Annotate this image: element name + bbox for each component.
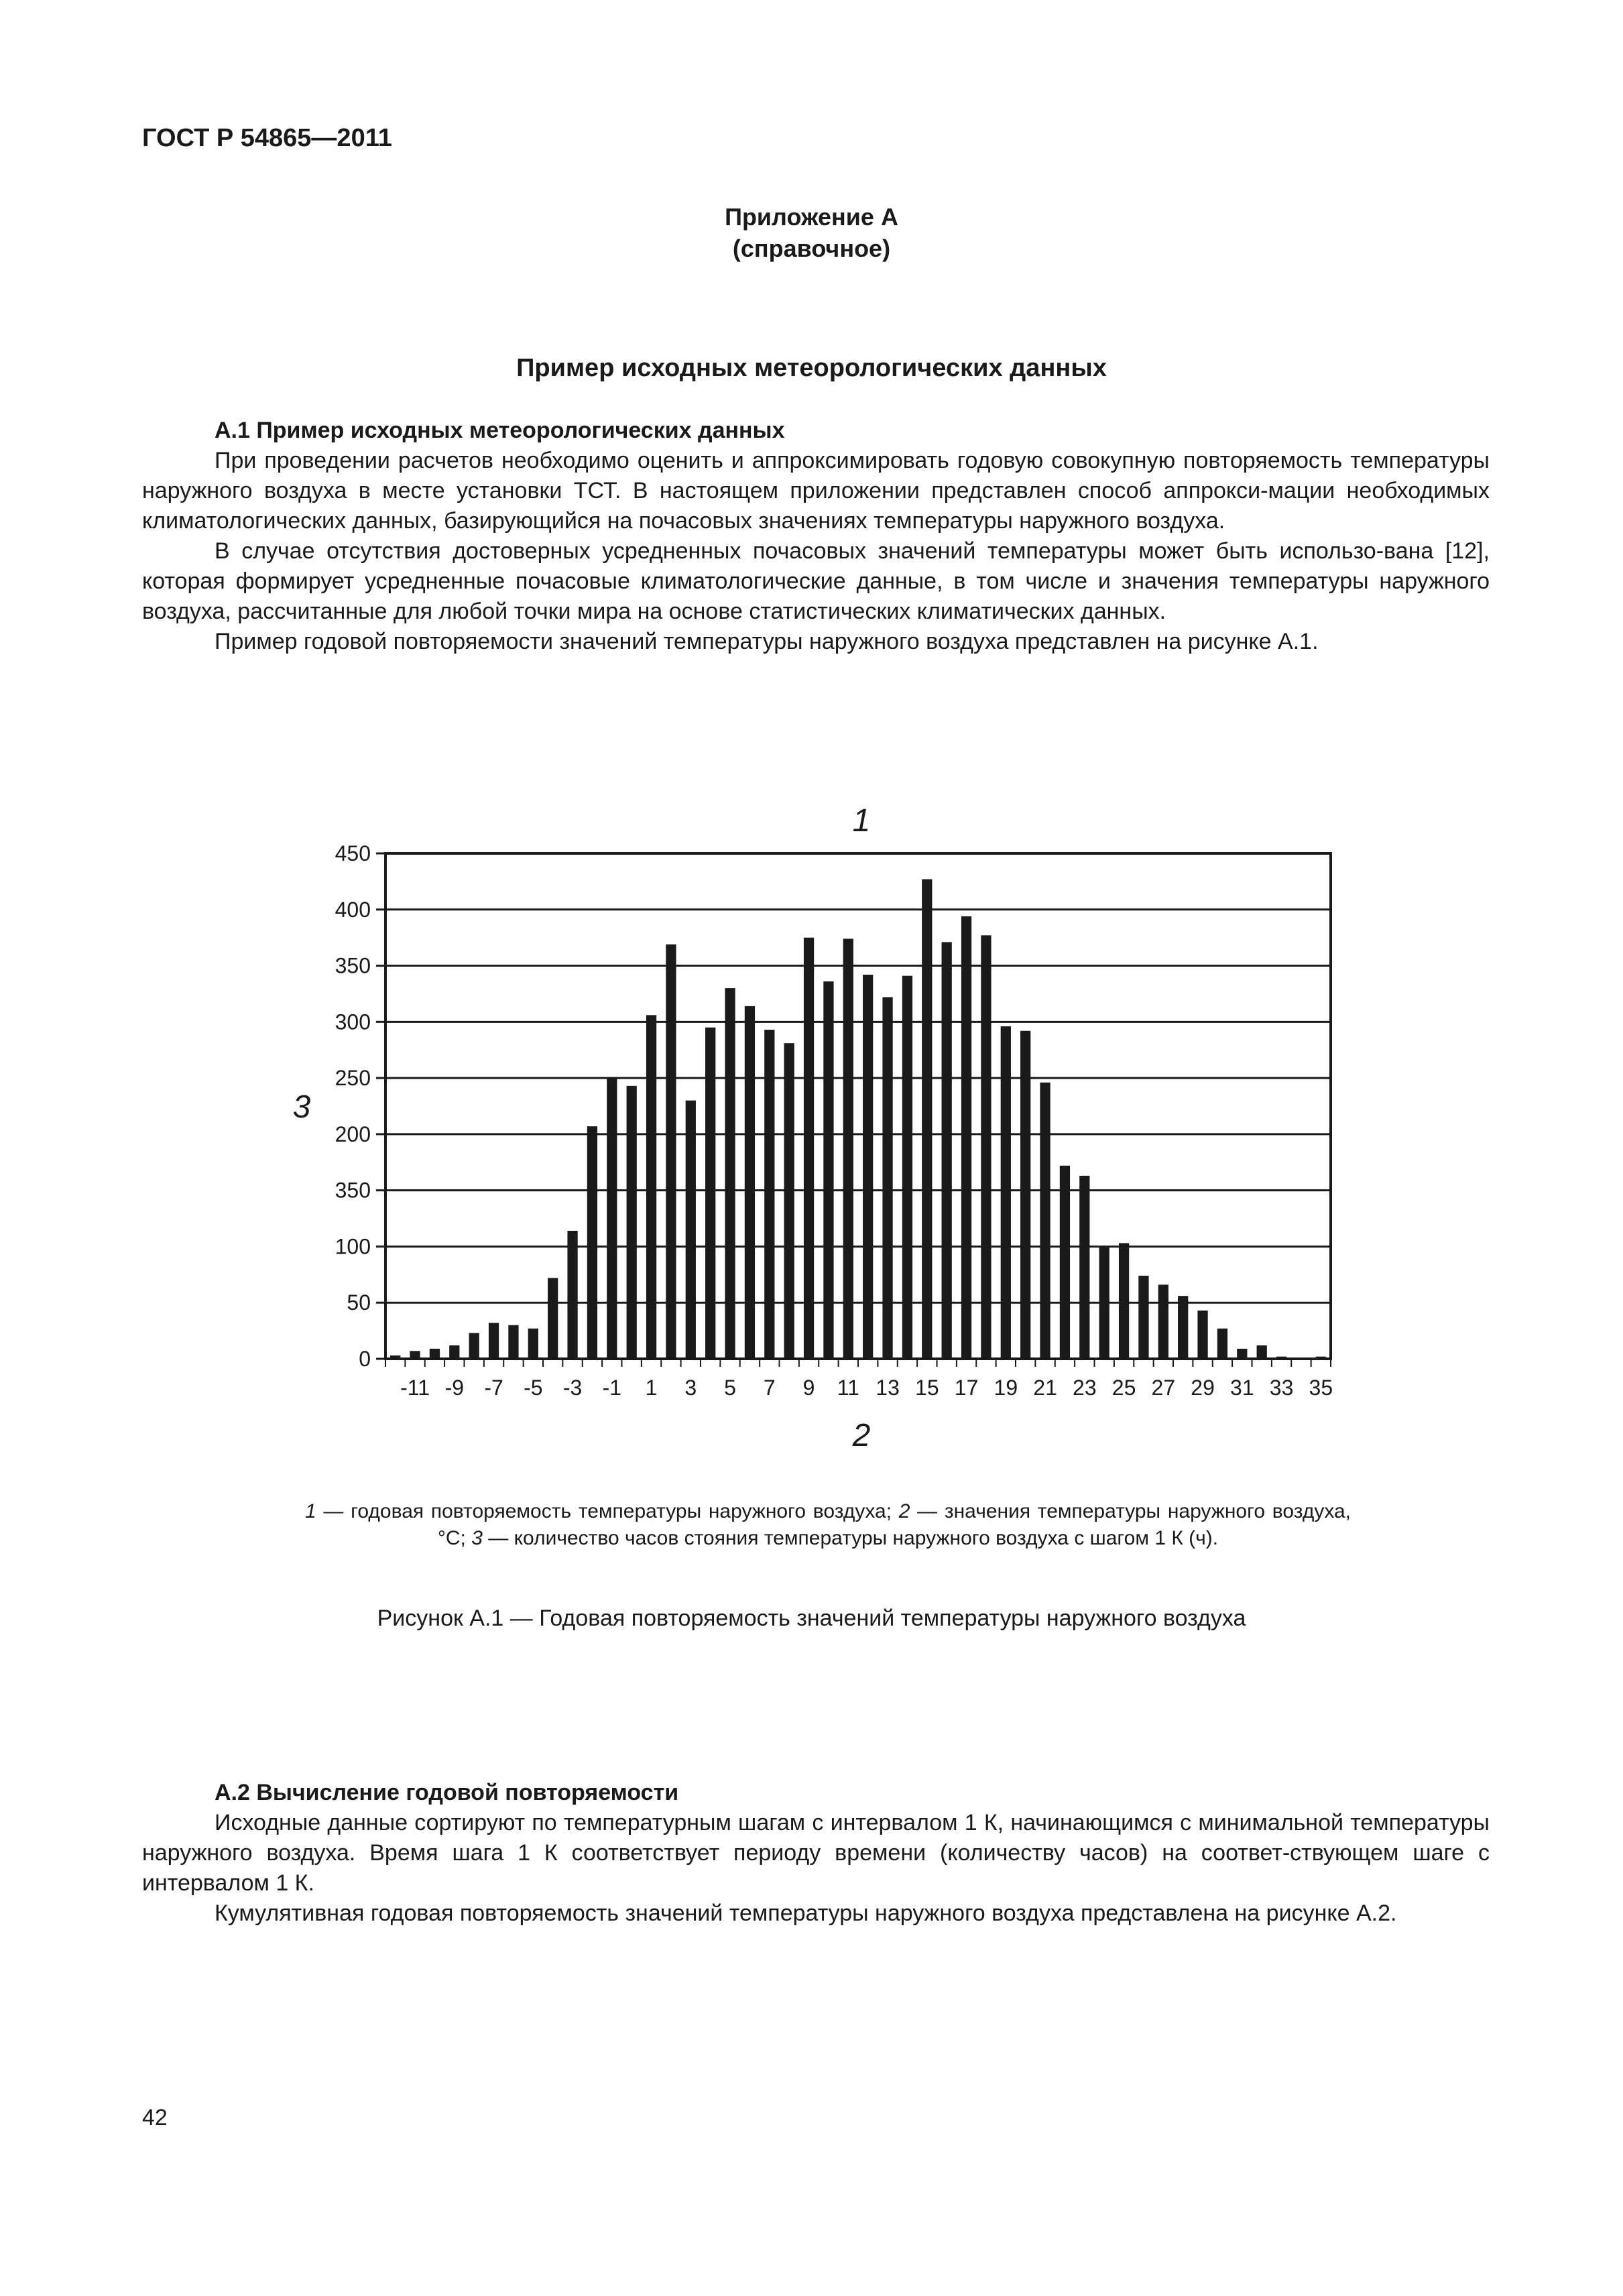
- y-tick-label: 0: [359, 1347, 371, 1371]
- x-tick-label: -1: [602, 1376, 622, 1400]
- legend-2-number: 2: [898, 1500, 910, 1522]
- chart-bars: [390, 880, 1326, 1359]
- x-tick-label: 17: [954, 1376, 979, 1400]
- bar: [804, 938, 814, 1359]
- section-title: Пример исходных метеорологических данных: [516, 354, 1107, 382]
- x-tick-label: 3: [684, 1376, 697, 1400]
- bar: [981, 935, 991, 1359]
- x-tick-label: -7: [484, 1376, 503, 1400]
- y-tick-label: 200: [335, 1122, 371, 1146]
- legend-1-number: 1: [305, 1500, 316, 1522]
- bar: [548, 1278, 558, 1359]
- bar: [567, 1231, 577, 1359]
- x-tick-label: -9: [444, 1376, 465, 1400]
- legend-2-text: — значения температуры наружного воздуха, °С;: [437, 1500, 1351, 1549]
- x-tick-label: 15: [915, 1376, 939, 1400]
- bar: [489, 1323, 499, 1359]
- bar: [1001, 1026, 1011, 1359]
- bar: [449, 1345, 459, 1359]
- bar: [686, 1101, 696, 1359]
- bar: [627, 1086, 637, 1359]
- bar: [1060, 1166, 1070, 1359]
- bar: [1020, 1031, 1030, 1359]
- appendix-label: Приложение А: [725, 203, 898, 231]
- y-tick-label: 250: [335, 1066, 371, 1091]
- bar: [922, 880, 932, 1359]
- bar: [1237, 1349, 1247, 1359]
- y-tick-label: 300: [335, 1010, 371, 1034]
- bar: [1099, 1246, 1109, 1359]
- bar: [705, 1028, 715, 1359]
- x-tick-label: 25: [1111, 1376, 1136, 1400]
- appendix-title: [0, 201, 1623, 264]
- bar: [863, 975, 873, 1359]
- bar: [508, 1325, 518, 1359]
- bar: [1138, 1276, 1148, 1359]
- x-tick-label: 19: [994, 1376, 1018, 1400]
- bar: [528, 1329, 538, 1359]
- bar: [646, 1015, 656, 1359]
- bar: [784, 1043, 794, 1359]
- y-axis-label-number: 3: [292, 1089, 311, 1125]
- bar: [469, 1333, 479, 1359]
- figure-legend: [305, 1498, 1351, 1552]
- y-tick-label: 450: [335, 841, 371, 865]
- bar: [1119, 1243, 1129, 1359]
- bar: [1158, 1284, 1168, 1359]
- appendix-type: (справочное): [732, 235, 891, 262]
- x-tick-label: 31: [1230, 1376, 1254, 1400]
- x-tick-label: 7: [763, 1376, 776, 1400]
- x-tick-label: 11: [837, 1376, 859, 1400]
- x-tick-label: 1: [645, 1376, 658, 1400]
- x-tick-label: 33: [1269, 1376, 1294, 1400]
- a2-heading: А.2 Вычисление годовой повторяемости: [215, 1780, 679, 1805]
- x-tick-label: 21: [1033, 1376, 1057, 1400]
- x-tick-label: 23: [1073, 1376, 1097, 1400]
- y-tick-label: 350: [335, 1178, 371, 1203]
- y-tick-labels: [335, 841, 371, 1371]
- bar: [1040, 1083, 1050, 1359]
- x-tick-label: 35: [1309, 1376, 1333, 1400]
- bar: [607, 1078, 617, 1359]
- bar: [882, 997, 892, 1359]
- page-number: 42: [142, 2105, 168, 2130]
- legend-3-number: 3: [471, 1527, 483, 1549]
- bar: [587, 1126, 597, 1359]
- bar: [764, 1030, 774, 1359]
- bar: [1197, 1311, 1207, 1359]
- document-number: ГОСТ Р 54865—2011: [142, 124, 392, 152]
- bar: [666, 945, 676, 1359]
- a2-paragraph-1: Исходные данные сортируют по температурным шагам с интервалом 1 К, начинающимся с минимальной температуры наружного воздуха. Время шага 1 К соответствует периоду времени (количеству часов) на соответ-ствующем шаге с интервалом 1 К.: [142, 1810, 1490, 1896]
- x-tick-label: 29: [1191, 1376, 1215, 1400]
- section-a2: [142, 1778, 1490, 1929]
- y-tick-label: 100: [335, 1234, 371, 1259]
- x-tick-label: -3: [562, 1376, 583, 1400]
- chart-title-number: 1: [852, 803, 871, 839]
- bar: [961, 916, 971, 1359]
- x-tick-label: -5: [524, 1376, 543, 1400]
- bar: [1217, 1329, 1227, 1359]
- bar: [725, 988, 735, 1359]
- legend-1-text: — годовая повторяемость температуры наружного воздуха;: [316, 1500, 899, 1522]
- bar: [430, 1349, 440, 1359]
- bar: [902, 976, 912, 1359]
- y-tick-label: 400: [335, 897, 371, 922]
- a2-paragraph-2: Кумулятивная годовая повторяемость значений температуры наружного воздуха представлена на рисунке А.2.: [215, 1900, 1397, 1926]
- y-tick-label: 50: [347, 1290, 371, 1315]
- x-tick-label: 13: [876, 1376, 900, 1400]
- x-tick-label: 5: [724, 1376, 736, 1400]
- bar: [942, 942, 952, 1359]
- a1-heading: А.1 Пример исходных метеорологических данных: [215, 418, 785, 443]
- a1-paragraph-3: Пример годовой повторяемости значений температуры наружного воздуха представлен на рисунке А.1.: [215, 629, 1319, 654]
- bar: [1257, 1345, 1267, 1359]
- chart-grid: [376, 853, 1331, 1359]
- x-axis-label-number: 2: [852, 1418, 871, 1453]
- a1-paragraph-1: При проведении расчетов необходимо оценить и аппроксимировать годовую совокупную повторяемость температуры наружного воздуха в месте установки ТСТ. В настоящем приложении представлен способ аппрокси-мации необходимых климатологических данных, базирующийся на почасовых значениях температуры наружного воздуха.: [142, 448, 1490, 534]
- bar: [843, 939, 853, 1359]
- x-tick-label: 27: [1151, 1376, 1176, 1400]
- bar: [1178, 1296, 1188, 1359]
- section-a1: [142, 416, 1490, 657]
- legend-3-text: — количество часов стояния температуры наружного воздуха с шагом 1 К (ч).: [482, 1527, 1219, 1549]
- temperature-frequency-chart: [268, 791, 1368, 1461]
- bar: [745, 1006, 755, 1359]
- bar: [1079, 1176, 1089, 1359]
- y-tick-label: 350: [335, 953, 371, 978]
- x-tick-label: -11: [400, 1376, 430, 1400]
- bar: [823, 981, 833, 1359]
- plot-frame: [385, 853, 1331, 1359]
- x-tick-labels: [385, 1359, 1333, 1400]
- figure-caption: Рисунок А.1 — Годовая повторяемость значений температуры наружного воздуха: [377, 1606, 1246, 1631]
- a1-paragraph-2: В случае отсутствия достоверных усредненных почасовых значений температуры может быть использо-вана [12], которая формирует усредненные почасовые климатологические данные, в том числе и значения температуры наружного воздуха, рассчитанные для любой точки мира на основе статистических климатических данных.: [142, 538, 1490, 624]
- x-tick-label: 9: [802, 1376, 815, 1400]
